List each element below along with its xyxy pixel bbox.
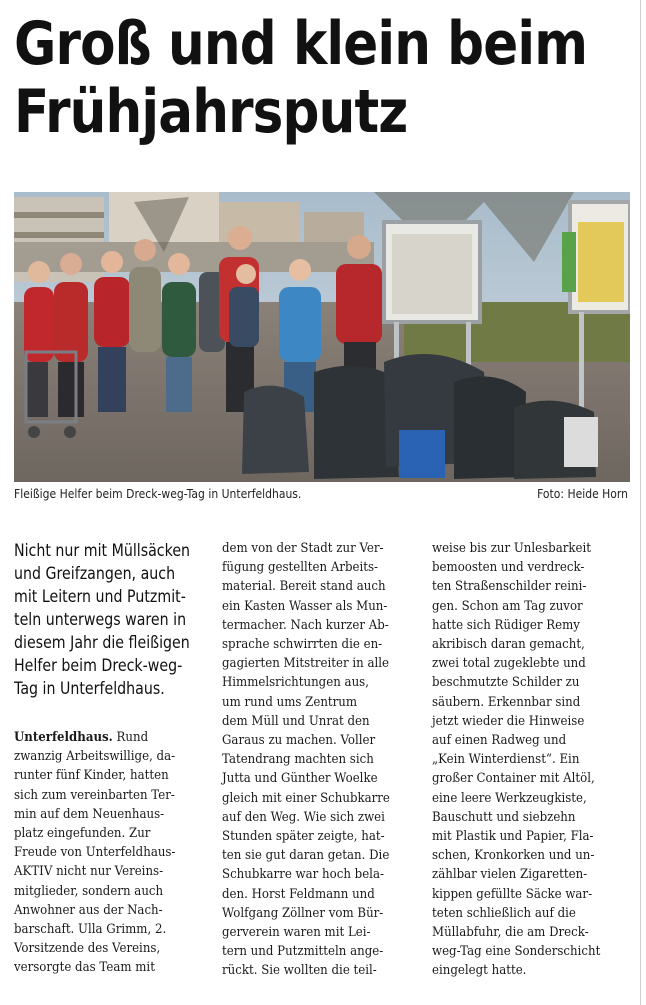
dateline: Unterfeldhaus. xyxy=(14,729,113,745)
body-paragraph-1: Unterfeldhaus. Rund zwanzig Arbeitswillige, da- runter fünf Kinder, hatten sich zum vereinbarten Ter- min auf dem Neuenhaus- platz eingefunden. Zur Freude von Unterfeldhaus- AKTIV nicht nur Vereins- mitglieder, sondern auch Anwohner aus der Nach- barschaft. Ulla Grimm, 2. Vorsitzende des Vereins, versorgte das Team mit xyxy=(14,729,176,976)
body-paragraph-3: weise bis zur Unlesbarkeit bemoosten und verdreck- ten Straßenschilder reini- gen. Schon am Tag zuvor hatte sich Rüdiger Remy akribisch daran gemacht, zwei total zugeklebte und beschmutzte Schilder zu säubern. Erkennbar sind jetzt wieder die Hinweise auf einen Radweg und „Kein Winterdienst“. Ein großer Container mit Altöl, eine leere Werkzeugkiste, Bauschutt und siebzehn mit Plastik und Papier, Fla- schen, Kronkorken und un- zählbar vielen Zigaretten- kippen gefüllte Säcke war- teten schließlich auf die Müllabfuhr, die am Dreck- weg-Tag eine Sonderschicht eingelegt hatte. xyxy=(432,541,601,979)
column-2 xyxy=(222,539,412,981)
article-headline xyxy=(14,9,588,147)
body-paragraph-2: dem von der Stadt zur Ver- fügung gestellten Arbeits- material. Bereit stand auch ein Kasten Wasser als Mun- termacher. Nach kurzer Ab- sprache schwirrten die en- gagierten Mitstreiter in alle Himmelsrichtungen aus, um rund ums Zentrum dem Müll und Unrat den Garaus zu machen. Voller Tatendrang machten sich Jutta und Günther Woelke gleich mit einer Schubkarre auf den Weg. Wie sich zwei Stunden später zeigte, hat- ten sie gut daran getan. Die Schubkarre war hoch bela- den. Horst Feldmann und Wolfgang Zöllner vom Bür- gerverein waren mit Lei- tern und Putzmitteln ange- rückt. Sie wollten die teil- xyxy=(222,541,390,979)
column-3 xyxy=(432,539,628,981)
photo-credit: Foto: Heide Horn xyxy=(537,487,628,501)
column-1 xyxy=(14,539,204,978)
headline-line-2: Frühjahrsputz xyxy=(14,77,408,147)
page-border-right xyxy=(640,0,641,1005)
photo-illustration xyxy=(14,192,630,482)
photo-caption: Fleißige Helfer beim Dreck-weg-Tag in Unterfeldhaus. xyxy=(14,487,302,501)
lead-paragraph: Nicht nur mit Müllsäcken und Greifzangen, auch mit Leitern und Putzmit- teln unterwegs waren in diesem Jahr die fleißigen Helfer beim Dreck-weg- Tag in Unterfeldhaus. xyxy=(14,541,191,698)
article-photo xyxy=(14,192,630,482)
headline-line-1: Groß und klein beim xyxy=(14,9,588,79)
